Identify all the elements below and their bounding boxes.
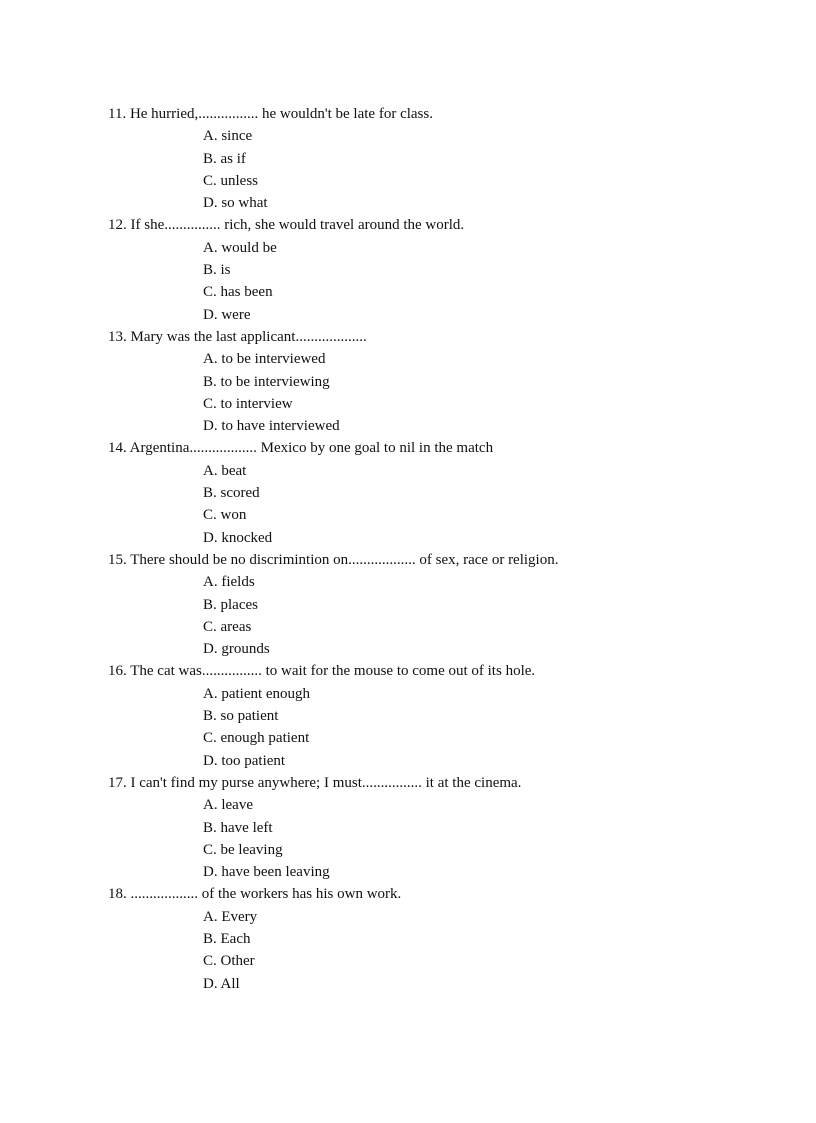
question-stem: 14. Argentina.................. Mexico by one goal to nil in the match bbox=[108, 440, 494, 457]
question-stem: 16. The cat was................ to wait for the mouse to come out of its hole. bbox=[108, 663, 536, 680]
option-b: B. so patient bbox=[203, 708, 279, 725]
question-15 bbox=[108, 549, 788, 660]
option-a: A. since bbox=[203, 128, 253, 145]
option-c: C. to interview bbox=[203, 395, 293, 412]
option-d: D. knocked bbox=[203, 529, 273, 546]
option-a: A. fields bbox=[203, 574, 255, 591]
option-b: B. scored bbox=[203, 485, 260, 502]
question-list bbox=[108, 103, 788, 995]
option-list bbox=[108, 348, 788, 437]
question-stem: 18. .................. of the workers has his own work. bbox=[108, 886, 402, 903]
option-b: B. as if bbox=[203, 150, 246, 167]
option-list bbox=[108, 906, 788, 995]
option-list bbox=[108, 683, 788, 772]
question-18 bbox=[108, 883, 788, 994]
option-c: C. has been bbox=[203, 284, 273, 301]
question-11 bbox=[108, 103, 788, 214]
option-a: A. Every bbox=[203, 908, 258, 925]
question-16 bbox=[108, 660, 788, 771]
option-a: A. patient enough bbox=[203, 685, 311, 702]
question-stem: 17. I can't find my purse anywhere; I must................ it at the cinema. bbox=[108, 774, 522, 791]
option-d: D. All bbox=[203, 975, 240, 992]
option-list bbox=[108, 237, 788, 326]
option-b: B. is bbox=[203, 262, 231, 279]
option-d: D. grounds bbox=[203, 641, 270, 658]
option-b: B. have left bbox=[203, 819, 273, 836]
option-c: C. Other bbox=[203, 953, 255, 970]
option-d: D. have been leaving bbox=[203, 864, 330, 881]
option-d: D. were bbox=[203, 306, 251, 323]
option-list bbox=[108, 460, 788, 549]
option-a: A. beat bbox=[203, 462, 247, 479]
option-c: C. won bbox=[203, 507, 247, 524]
option-c: C. unless bbox=[203, 172, 259, 189]
question-stem: 11. He hurried,................ he wouldn't be late for class. bbox=[108, 106, 433, 122]
question-14 bbox=[108, 437, 788, 548]
question-13 bbox=[108, 326, 788, 437]
option-d: D. to have interviewed bbox=[203, 418, 340, 435]
option-a: A. would be bbox=[203, 239, 277, 256]
option-a: A. to be interviewed bbox=[203, 351, 326, 368]
option-list bbox=[108, 794, 788, 883]
option-d: D. so what bbox=[203, 195, 268, 212]
option-list bbox=[108, 571, 788, 660]
option-list bbox=[108, 125, 788, 214]
question-stem: 13. Mary was the last applicant................... bbox=[108, 328, 367, 345]
option-c: C. enough patient bbox=[203, 730, 310, 747]
question-12 bbox=[108, 214, 788, 325]
option-a: A. leave bbox=[203, 797, 253, 814]
option-c: C. areas bbox=[203, 618, 252, 635]
option-b: B. places bbox=[203, 596, 258, 613]
option-b: B. to be interviewing bbox=[203, 373, 330, 390]
question-stem: 12. If she............... rich, she would travel around the world. bbox=[108, 217, 465, 234]
question-17 bbox=[108, 772, 788, 883]
option-b: B. Each bbox=[203, 930, 251, 947]
question-stem: 15. There should be no discrimintion on.................. of sex, race or religion. bbox=[108, 551, 559, 568]
option-d: D. too patient bbox=[203, 752, 286, 769]
option-c: C. be leaving bbox=[203, 841, 283, 858]
